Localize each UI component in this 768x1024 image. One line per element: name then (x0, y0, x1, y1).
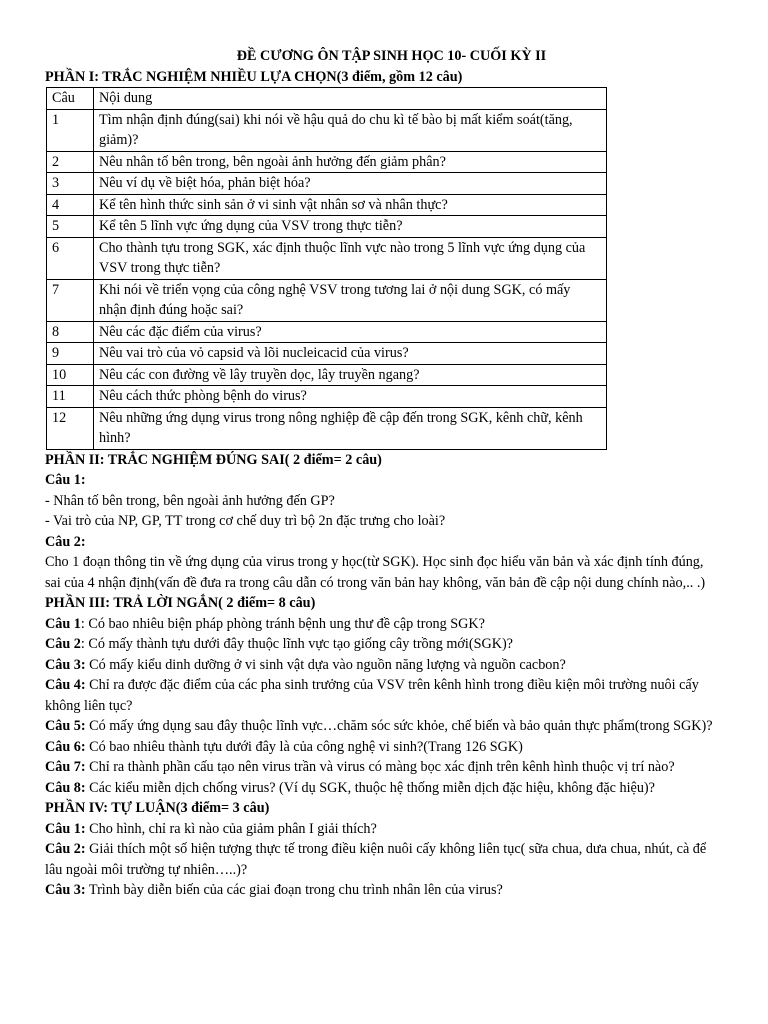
table-row (47, 194, 607, 216)
part2-heading: PHẦN II: TRẮC NGHIỆM ĐÚNG SAI( 2 điểm= 2 câu) (45, 451, 382, 468)
part4-question (45, 880, 718, 901)
part3-question (45, 778, 718, 799)
table-row (47, 279, 607, 321)
question-text: Giải thích một số hiện tượng thực tế trong điều kiện nuôi cấy không liên tục( sữa chua, dưa chua, nhút, cà để lâu ngoài môi trường tự nhiên…..)? (45, 841, 707, 878)
header-num: Câu (47, 88, 94, 110)
question-text: : Có mấy thành tựu dưới đây thuộc lĩnh vực tạo giống cây trồng mới(SGK)? (80, 636, 513, 652)
question-text: : Có bao nhiêu biện pháp phòng tránh bệnh ung thư đề cập trong SGK? (80, 615, 485, 632)
part2-q1-label: Câu 1: (45, 472, 86, 488)
part4-question (45, 839, 718, 880)
question-label: Câu 3: (45, 882, 86, 898)
row-content: Nêu các con đường về lây truyền dọc, lây truyền ngang? (94, 364, 607, 386)
part3-question (45, 634, 718, 655)
part4-question (45, 819, 718, 840)
part3-heading: PHẦN III: TRẢ LỜI NGẮN( 2 điểm= 8 câu) (45, 595, 316, 611)
row-num: 12 (47, 407, 94, 449)
table-row (47, 237, 607, 279)
row-num: 9 (47, 343, 94, 365)
row-num: 10 (47, 364, 94, 386)
part3-question (45, 716, 718, 737)
row-num: 11 (47, 386, 94, 408)
question-label: Câu 2 (45, 636, 81, 652)
row-content: Cho thành tựu trong SGK, xác định thuộc lĩnh vực nào trong 5 lĩnh vực ứng dụng của VSV trong thực tiễn? (94, 237, 607, 279)
row-content: Nêu nhân tố bên trong, bên ngoài ảnh hưởng đến giảm phân? (94, 151, 607, 173)
row-num: 5 (47, 216, 94, 238)
question-text: Có mấy ứng dụng sau đây thuộc lĩnh vực…chăm sóc sức khỏe, chế biến và bảo quản thực phẩm(trong SGK)? (85, 718, 713, 734)
question-label: Câu 7: (45, 759, 86, 775)
question-label: Câu 1 (45, 615, 81, 632)
row-content: Nêu vai trò của vỏ capsid và lõi nucleicacid của virus? (94, 343, 607, 365)
row-content: Kể tên 5 lĩnh vực ứng dụng của VSV trong thực tiễn? (94, 216, 607, 238)
row-num: 7 (47, 279, 94, 321)
row-num: 6 (47, 237, 94, 279)
row-content: Nêu cách thức phòng bệnh do virus? (94, 386, 607, 408)
question-text: Có mấy kiểu dinh dưỡng ở vi sinh vật dựa vào nguồn năng lượng và nguồn cacbon? (85, 656, 566, 673)
table-row (47, 364, 607, 386)
question-label: Câu 1: (45, 820, 86, 837)
question-text: Chỉ ra được đặc điểm của các pha sinh trưởng của VSV trên kênh hình trong điều kiện môi trường nuôi cấy không liên tục? (45, 677, 699, 714)
row-content: Nêu ví dụ về biệt hóa, phản biệt hóa? (94, 173, 607, 195)
question-text: Có bao nhiêu thành tựu dưới đây là của công nghệ vi sinh?(Trang 126 SGK) (85, 738, 523, 755)
question-text: Chỉ ra thành phần cấu tạo nên virus trần và virus có màng bọc xác định trên kênh hình thuộc vị trí nào? (85, 759, 675, 775)
part2-q2-label: Câu 2: (45, 533, 86, 550)
question-label: Câu 2: (45, 841, 86, 857)
part3-question (45, 655, 718, 676)
part3-question (45, 614, 718, 635)
part2-q1-line: - Vai trò của NP, GP, TT trong cơ chế duy trì bộ 2n đặc trưng cho loài? (45, 513, 446, 529)
part3-question (45, 737, 718, 758)
table-row (47, 343, 607, 365)
question-label: Câu 8: (45, 779, 86, 796)
question-label: Câu 6: (45, 738, 86, 755)
table-row (47, 109, 607, 151)
table-row (47, 407, 607, 449)
part2-q2-text: Cho 1 đoạn thông tin về ứng dụng của virus trong y học(từ SGK). Học sinh đọc hiểu văn bản và xác định tính đúng, sai của 4 nhận định(vấn đề đưa ra trong câu dẫn có trong văn bản hay không, văn bản đề cập nội dung chính nào,.. .) (45, 554, 706, 591)
header-content: Nội dung (94, 88, 607, 110)
question-label: Câu 3: (45, 656, 86, 673)
row-content: Khi nói về triển vọng của công nghệ VSV trong tương lai ở nội dung SGK, có mấy nhận định đúng hoặc sai? (94, 279, 607, 321)
question-text: Cho hình, chỉ ra kì nào của giảm phân I giải thích? (85, 820, 377, 837)
table-row (47, 216, 607, 238)
table-row (47, 151, 607, 173)
row-num: 8 (47, 321, 94, 343)
question-text: Các kiểu miễn dịch chống virus? (Ví dụ SGK, thuộc hệ thống miễn dịch đặc hiệu, không đặc hiệu)? (85, 779, 655, 796)
part3-question (45, 675, 718, 716)
question-table (46, 87, 607, 450)
part1-heading: PHẦN I: TRẮC NGHIỆM NHIỀU LỰA CHỌN(3 điểm, gồm 12 câu) (45, 68, 463, 85)
part2-q1-line: - Nhân tố bên trong, bên ngoài ảnh hưởng đến GP? (45, 492, 335, 509)
document-title: ĐỀ CƯƠNG ÔN TẬP SINH HỌC 10- CUỐI KỲ II (236, 48, 547, 64)
part4-heading: PHẦN IV: TỰ LUẬN(3 điểm= 3 câu) (45, 800, 270, 816)
row-content: Tìm nhận định đúng(sai) khi nói về hậu quả do chu kì tế bào bị mất kiểm soát(tăng, giảm)? (94, 109, 607, 151)
question-text: Trình bày diễn biến của các giai đoạn trong chu trình nhân lên của virus? (85, 882, 503, 898)
table-row (47, 321, 607, 343)
row-num: 2 (47, 151, 94, 173)
row-content: Nêu các đặc điểm của virus? (94, 321, 607, 343)
row-num: 4 (47, 194, 94, 216)
row-content: Nêu những ứng dụng virus trong nông nghiệp đề cập đến trong SGK, kênh chữ, kênh hình? (94, 407, 607, 449)
row-num: 3 (47, 173, 94, 195)
part3-question (45, 757, 718, 778)
table-row (47, 173, 607, 195)
row-content: Kể tên hình thức sinh sản ở vi sinh vật nhân sơ và nhân thực? (94, 194, 607, 216)
row-num: 1 (47, 109, 94, 151)
table-header-row (47, 88, 607, 110)
question-label: Câu 5: (45, 718, 86, 734)
question-label: Câu 4: (45, 677, 86, 693)
table-row (47, 386, 607, 408)
